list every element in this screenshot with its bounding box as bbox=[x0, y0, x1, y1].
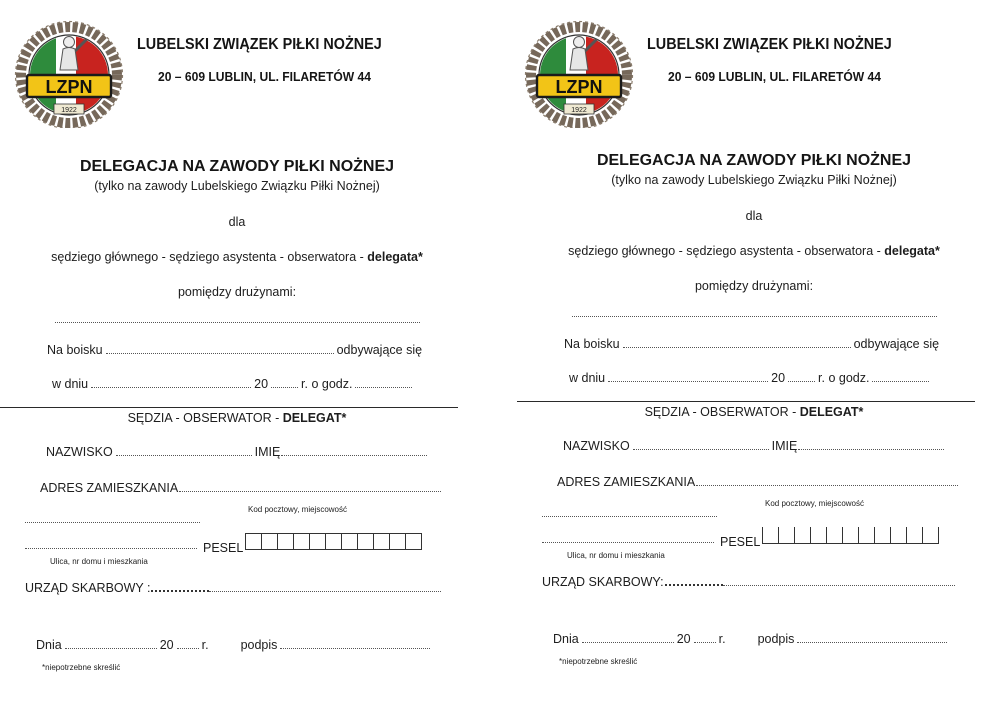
sign-year-suffix: r. bbox=[201, 638, 209, 652]
pesel-digit-box bbox=[906, 527, 923, 544]
pesel-boxes bbox=[245, 533, 432, 550]
tax-office-label: URZĄD SKARBOWY: bbox=[542, 575, 664, 589]
date-label: w dniu bbox=[52, 377, 89, 391]
footnote: *niepotrzebne skreślić bbox=[559, 657, 638, 666]
section-emphasis: DELEGAT* bbox=[799, 405, 864, 419]
day-label: Dnia bbox=[36, 638, 62, 652]
field-label: Na boisku bbox=[564, 337, 620, 351]
form-body bbox=[517, 0, 992, 696]
tax-office-row bbox=[542, 574, 958, 590]
held-label: odbywające się bbox=[336, 343, 423, 357]
postal-hint: Kod pocztowy, miejscowość bbox=[248, 505, 347, 514]
signature-row bbox=[36, 637, 433, 653]
address-row bbox=[557, 474, 961, 490]
date-row bbox=[52, 376, 415, 392]
between-label: pomiędzy drużynami: bbox=[177, 285, 297, 299]
pesel-digit-box bbox=[277, 533, 294, 550]
signature-fill-line bbox=[797, 642, 947, 643]
first-name-label: IMIĘ bbox=[254, 445, 281, 459]
field-row bbox=[564, 336, 939, 352]
year-fill-line bbox=[271, 387, 298, 388]
date-row bbox=[569, 370, 932, 386]
sign-year-fill-line bbox=[177, 648, 199, 649]
time-label: r. o godz. bbox=[818, 371, 870, 385]
street-hint: Ulica, nr domu i mieszkania bbox=[567, 551, 665, 560]
first-name-fill-line bbox=[798, 449, 944, 450]
teams-fill-line bbox=[55, 314, 420, 323]
pesel-digit-box bbox=[325, 533, 342, 550]
address-fill-line bbox=[179, 491, 441, 492]
signature-row bbox=[553, 631, 950, 647]
organization-name: LUBELSKI ZWIĄZEK PIŁKI NOŻNEJ bbox=[137, 36, 382, 53]
pesel-digit-box bbox=[762, 527, 779, 544]
first-name-label: IMIĘ bbox=[771, 439, 798, 453]
first-name-fill-line bbox=[281, 455, 427, 456]
postal-fill-line bbox=[542, 508, 717, 517]
form-body bbox=[0, 0, 476, 702]
year-fill-line bbox=[788, 381, 815, 382]
field-row bbox=[47, 342, 422, 358]
signature-label: podpis bbox=[240, 638, 278, 652]
pesel-digit-box bbox=[890, 527, 907, 544]
pesel-digit-box bbox=[842, 527, 859, 544]
pesel-digit-box bbox=[389, 533, 406, 550]
name-row bbox=[563, 438, 947, 454]
signature-label: podpis bbox=[757, 632, 795, 646]
date-year-prefix: 20 bbox=[771, 371, 786, 385]
pesel-digit-box bbox=[405, 533, 422, 550]
tax-office-dots bbox=[665, 584, 723, 586]
pesel-digit-box bbox=[874, 527, 891, 544]
pesel-digit-box bbox=[794, 527, 811, 544]
form-title: DELEGACJA NA ZAWODY PIŁKI NOŻNEJ bbox=[596, 152, 912, 169]
section-title-text: SĘDZIA - OBSERWATOR - bbox=[644, 405, 800, 419]
pesel-digit-box bbox=[858, 527, 875, 544]
address-row bbox=[40, 480, 444, 496]
street-hint: Ulica, nr domu i mieszkania bbox=[50, 557, 148, 566]
name-row bbox=[46, 444, 430, 460]
address-label: ADRES ZAMIESZKANIA bbox=[40, 481, 179, 495]
between-label: pomiędzy drużynami: bbox=[694, 279, 814, 293]
for-label: dla bbox=[228, 215, 246, 229]
organization-address: 20 – 609 LUBLIN, UL. FILARETÓW 44 bbox=[158, 69, 371, 84]
street-fill-line bbox=[542, 534, 714, 543]
section-title-text: SĘDZIA - OBSERWATOR - bbox=[127, 411, 283, 425]
field-fill-line bbox=[623, 347, 851, 348]
time-fill-line bbox=[355, 387, 412, 388]
pesel-label: PESEL bbox=[720, 535, 761, 549]
pesel-digit-box bbox=[341, 533, 358, 550]
pesel-label: PESEL bbox=[203, 541, 244, 555]
form-title: DELEGACJA NA ZAWODY PIŁKI NOŻNEJ bbox=[79, 158, 395, 175]
signature-fill-line bbox=[280, 648, 430, 649]
delegation-form-right bbox=[510, 0, 986, 702]
pesel-boxes bbox=[762, 527, 949, 544]
pesel-digit-box bbox=[309, 533, 326, 550]
field-fill-line bbox=[106, 353, 334, 354]
surname-label: NAZWISKO bbox=[563, 439, 630, 453]
pesel-digit-box bbox=[810, 527, 827, 544]
delegation-form-left bbox=[0, 0, 476, 702]
roles-text: sędziego głównego - sędziego asystenta - obserwatora - bbox=[568, 244, 885, 258]
pesel-digit-box bbox=[778, 527, 795, 544]
pesel-digit-box bbox=[357, 533, 374, 550]
roles-emphasis: delegata* bbox=[367, 250, 423, 264]
pesel-digit-box bbox=[293, 533, 310, 550]
surname-label: NAZWISKO bbox=[46, 445, 113, 459]
postal-fill-line bbox=[25, 514, 200, 523]
pesel-digit-box bbox=[826, 527, 843, 544]
address-fill-line bbox=[696, 485, 958, 486]
logo-abbr: LZPN bbox=[45, 77, 93, 97]
for-label: dla bbox=[745, 209, 763, 223]
surname-fill-line bbox=[116, 455, 252, 456]
logo-year: 1922 bbox=[571, 107, 587, 114]
section-emphasis: DELEGAT* bbox=[282, 411, 347, 425]
tax-office-row bbox=[25, 580, 444, 596]
section-divider bbox=[517, 401, 975, 402]
roles-emphasis: delegata* bbox=[884, 244, 940, 258]
date-year-prefix: 20 bbox=[254, 377, 269, 391]
section-divider bbox=[0, 407, 458, 408]
roles-line bbox=[0, 249, 474, 265]
pesel-digit-box bbox=[922, 527, 939, 544]
form-subtitle: (tylko na zawody Lubelskiego Związku Piłki Nożnej) bbox=[611, 173, 897, 187]
pesel-digit-box bbox=[245, 533, 262, 550]
organization-address: 20 – 609 LUBLIN, UL. FILARETÓW 44 bbox=[668, 69, 881, 84]
time-fill-line bbox=[872, 381, 929, 382]
sign-year-suffix: r. bbox=[718, 632, 726, 646]
pesel-digit-box bbox=[373, 533, 390, 550]
tax-office-label: URZĄD SKARBOWY : bbox=[25, 581, 151, 595]
sign-year-prefix: 20 bbox=[159, 638, 174, 652]
tax-office-dots bbox=[151, 590, 209, 592]
day-fill-line bbox=[65, 648, 157, 649]
field-label: Na boisku bbox=[47, 343, 103, 357]
street-fill-line bbox=[25, 540, 197, 549]
pesel-digit-box bbox=[261, 533, 278, 550]
day-fill-line bbox=[582, 642, 674, 643]
logo-year: 1922 bbox=[61, 107, 77, 114]
section-title bbox=[0, 410, 474, 426]
date-fill-line bbox=[608, 381, 768, 382]
date-label: w dniu bbox=[569, 371, 606, 385]
teams-fill-line bbox=[572, 308, 937, 317]
footnote: *niepotrzebne skreślić bbox=[42, 663, 121, 672]
postal-hint: Kod pocztowy, miejscowość bbox=[765, 499, 864, 508]
surname-fill-line bbox=[633, 449, 769, 450]
roles-line bbox=[517, 243, 991, 259]
day-label: Dnia bbox=[553, 632, 579, 646]
held-label: odbywające się bbox=[853, 337, 940, 351]
tax-office-fill-line bbox=[723, 585, 955, 586]
form-subtitle: (tylko na zawody Lubelskiego Związku Piłki Nożnej) bbox=[94, 179, 380, 193]
roles-text: sędziego głównego - sędziego asystenta - obserwatora - bbox=[51, 250, 368, 264]
section-title bbox=[517, 404, 991, 420]
logo-abbr: LZPN bbox=[555, 77, 603, 97]
sign-year-prefix: 20 bbox=[676, 632, 691, 646]
tax-office-fill-line bbox=[209, 591, 441, 592]
address-label: ADRES ZAMIESZKANIA bbox=[557, 475, 696, 489]
sign-year-fill-line bbox=[694, 642, 716, 643]
date-fill-line bbox=[91, 387, 251, 388]
time-label: r. o godz. bbox=[301, 377, 353, 391]
organization-name: LUBELSKI ZWIĄZEK PIŁKI NOŻNEJ bbox=[647, 36, 892, 53]
